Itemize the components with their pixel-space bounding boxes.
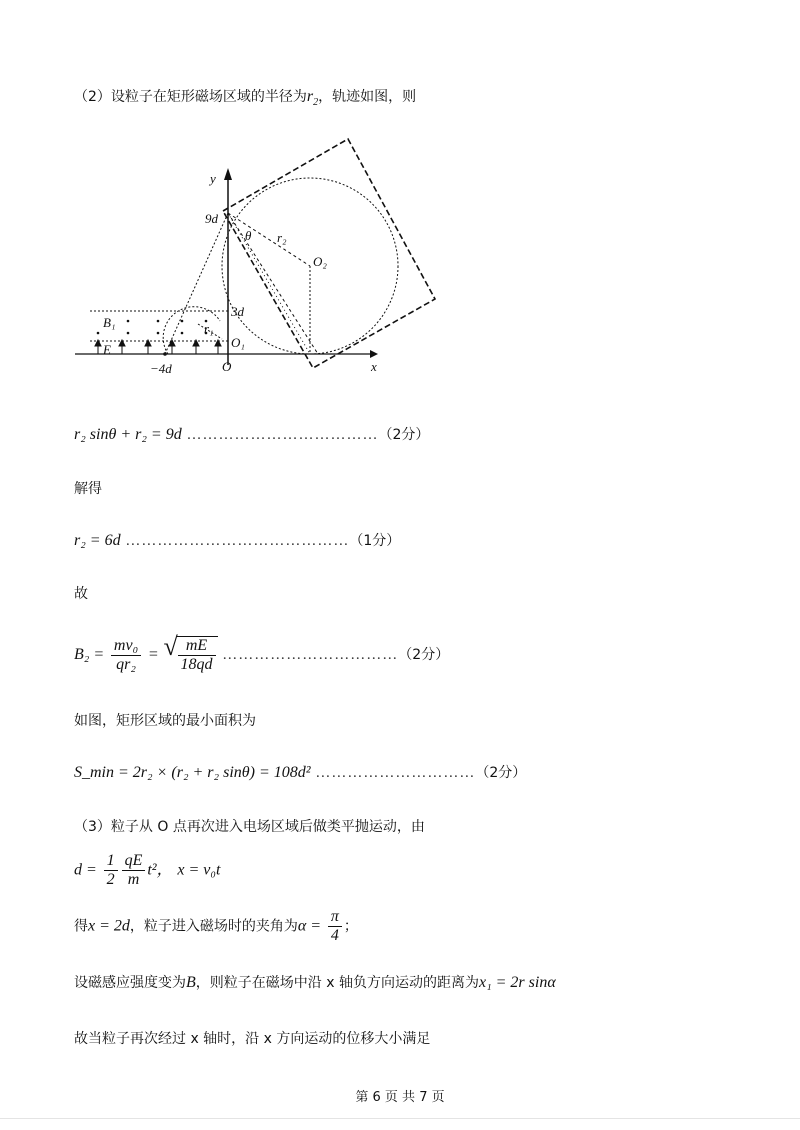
- eq1-score: （2分）: [378, 427, 430, 443]
- eq2-text: r₂ = 6d: [74, 532, 121, 549]
- eq4-score: （2分）: [475, 765, 527, 781]
- r2-line: [228, 213, 310, 266]
- eq5-num-b: qE: [122, 852, 146, 871]
- eq6-fraction: [328, 908, 342, 945]
- trajectory-figure: [70, 125, 450, 380]
- b1-label: B₁: [103, 315, 116, 330]
- eq3-fraction-2: [178, 637, 216, 674]
- x-axis-label: x: [371, 359, 377, 374]
- eq5-num-a: 1: [104, 852, 118, 871]
- eq5-tail: t²，: [147, 861, 173, 879]
- solve-word: 解得: [74, 481, 102, 497]
- eq6-num: π: [328, 908, 342, 927]
- eq3-fraction-1: [111, 637, 141, 674]
- o1-label: O₁: [231, 335, 245, 350]
- eq5-fraction-a: [104, 852, 118, 889]
- mark-minus-4d: −4d: [150, 361, 172, 376]
- mark-9d: 9d: [205, 211, 218, 226]
- equation-6: [74, 908, 358, 945]
- eq7-text: 设磁感应强度变为: [74, 975, 186, 991]
- eq6-den: 4: [330, 927, 339, 944]
- eq7-x1: x₁ = 2r sinα: [478, 974, 556, 991]
- r2-label: r₂: [277, 230, 287, 245]
- eq5-den-a: 2: [106, 871, 115, 888]
- eq5-den-b: m: [127, 871, 140, 888]
- r1-label: r₁: [204, 321, 214, 336]
- page-footer: 第 6 页 共 7 页: [355, 1090, 445, 1105]
- eq3-num2: mE: [178, 637, 216, 656]
- origin-label: O: [222, 359, 232, 374]
- o2-label: O₂: [313, 254, 327, 269]
- eq3-den2: 18qd: [180, 656, 213, 673]
- min-area-rectangle: [223, 139, 435, 368]
- eq7-text2: ，则粒子在磁场中沿 x 轴负方向运动的距离为: [195, 975, 479, 991]
- eq7-b: B: [186, 974, 196, 991]
- eq3-sqrt: √ $\frac{mE}{18qd}$: [164, 636, 218, 674]
- trajectory-line: [165, 213, 228, 354]
- eq2-leader-dots: ……………………………………: [125, 533, 350, 549]
- eq4-text: S_min = 2r₂ × (r₂ + r₂ sinθ) = 108d²: [74, 764, 311, 781]
- theta-label: θ: [245, 228, 252, 243]
- eq2-score: （1分）: [349, 533, 401, 549]
- eq5-x-eq: x = v₀t: [177, 861, 221, 879]
- eq1-text: r₂ sinθ + r₂ = 9d: [74, 426, 182, 443]
- eq3-den1: qr₂: [116, 655, 136, 673]
- eq3-eqsign: =: [147, 646, 159, 663]
- equation-7: [74, 972, 556, 992]
- eq4-leader-dots: …………………………: [315, 765, 476, 781]
- area-intro: 如图，矩形区域的最小面积为: [74, 713, 256, 729]
- part2-intro: [74, 86, 416, 108]
- e-label: E: [103, 342, 111, 357]
- equation-8: 故当粒子再次经过 x 轴时，沿 x 方向运动的位移大小满足: [74, 1031, 431, 1047]
- eq5-fraction-b: [122, 852, 146, 889]
- eq6-x-eq: x = 2d: [88, 917, 130, 935]
- eq3-num1: mv₀: [111, 637, 141, 656]
- eq6-mid: ，粒子进入磁场时的夹角为: [129, 918, 298, 935]
- part2-intro-tail: ，轨迹如图，则: [318, 89, 417, 105]
- so-word: 故: [74, 586, 88, 602]
- eq3-lhs: B₂ =: [74, 646, 105, 663]
- point-minus-4d: [163, 352, 167, 356]
- y-axis-arrow: [224, 168, 232, 180]
- e-field-arrows: [95, 340, 221, 354]
- chord-line: [228, 213, 318, 354]
- eq1-leader-dots: ………………………………: [186, 427, 379, 443]
- equation-5: [74, 852, 220, 889]
- eq6-end: ；: [343, 918, 358, 935]
- y-axis-label: y: [210, 171, 216, 186]
- bottom-divider: [0, 1118, 800, 1119]
- equation-1: [74, 424, 429, 444]
- equation-4: [74, 762, 526, 782]
- equation-2: [74, 530, 400, 550]
- mark-3d: 3d: [231, 304, 244, 319]
- r2-symbol: $r_2$: [306, 88, 319, 109]
- part3-intro: （3）粒子从 O 点再次进入电场区域后做类平抛运动，由: [74, 819, 425, 835]
- equation-3: [74, 632, 450, 674]
- part2-intro-text: （2）设粒子在矩形磁场区域的半径为: [74, 89, 307, 105]
- x-axis-arrow: [370, 350, 378, 358]
- eq6-pre: 得: [74, 918, 88, 935]
- eq3-leader-dots: ……………………………: [222, 647, 399, 663]
- chord-line-2: [228, 213, 310, 354]
- eq3-score: （2分）: [398, 647, 450, 663]
- eq6-alpha: α =: [297, 917, 322, 935]
- eq5-lhs: d =: [74, 861, 97, 879]
